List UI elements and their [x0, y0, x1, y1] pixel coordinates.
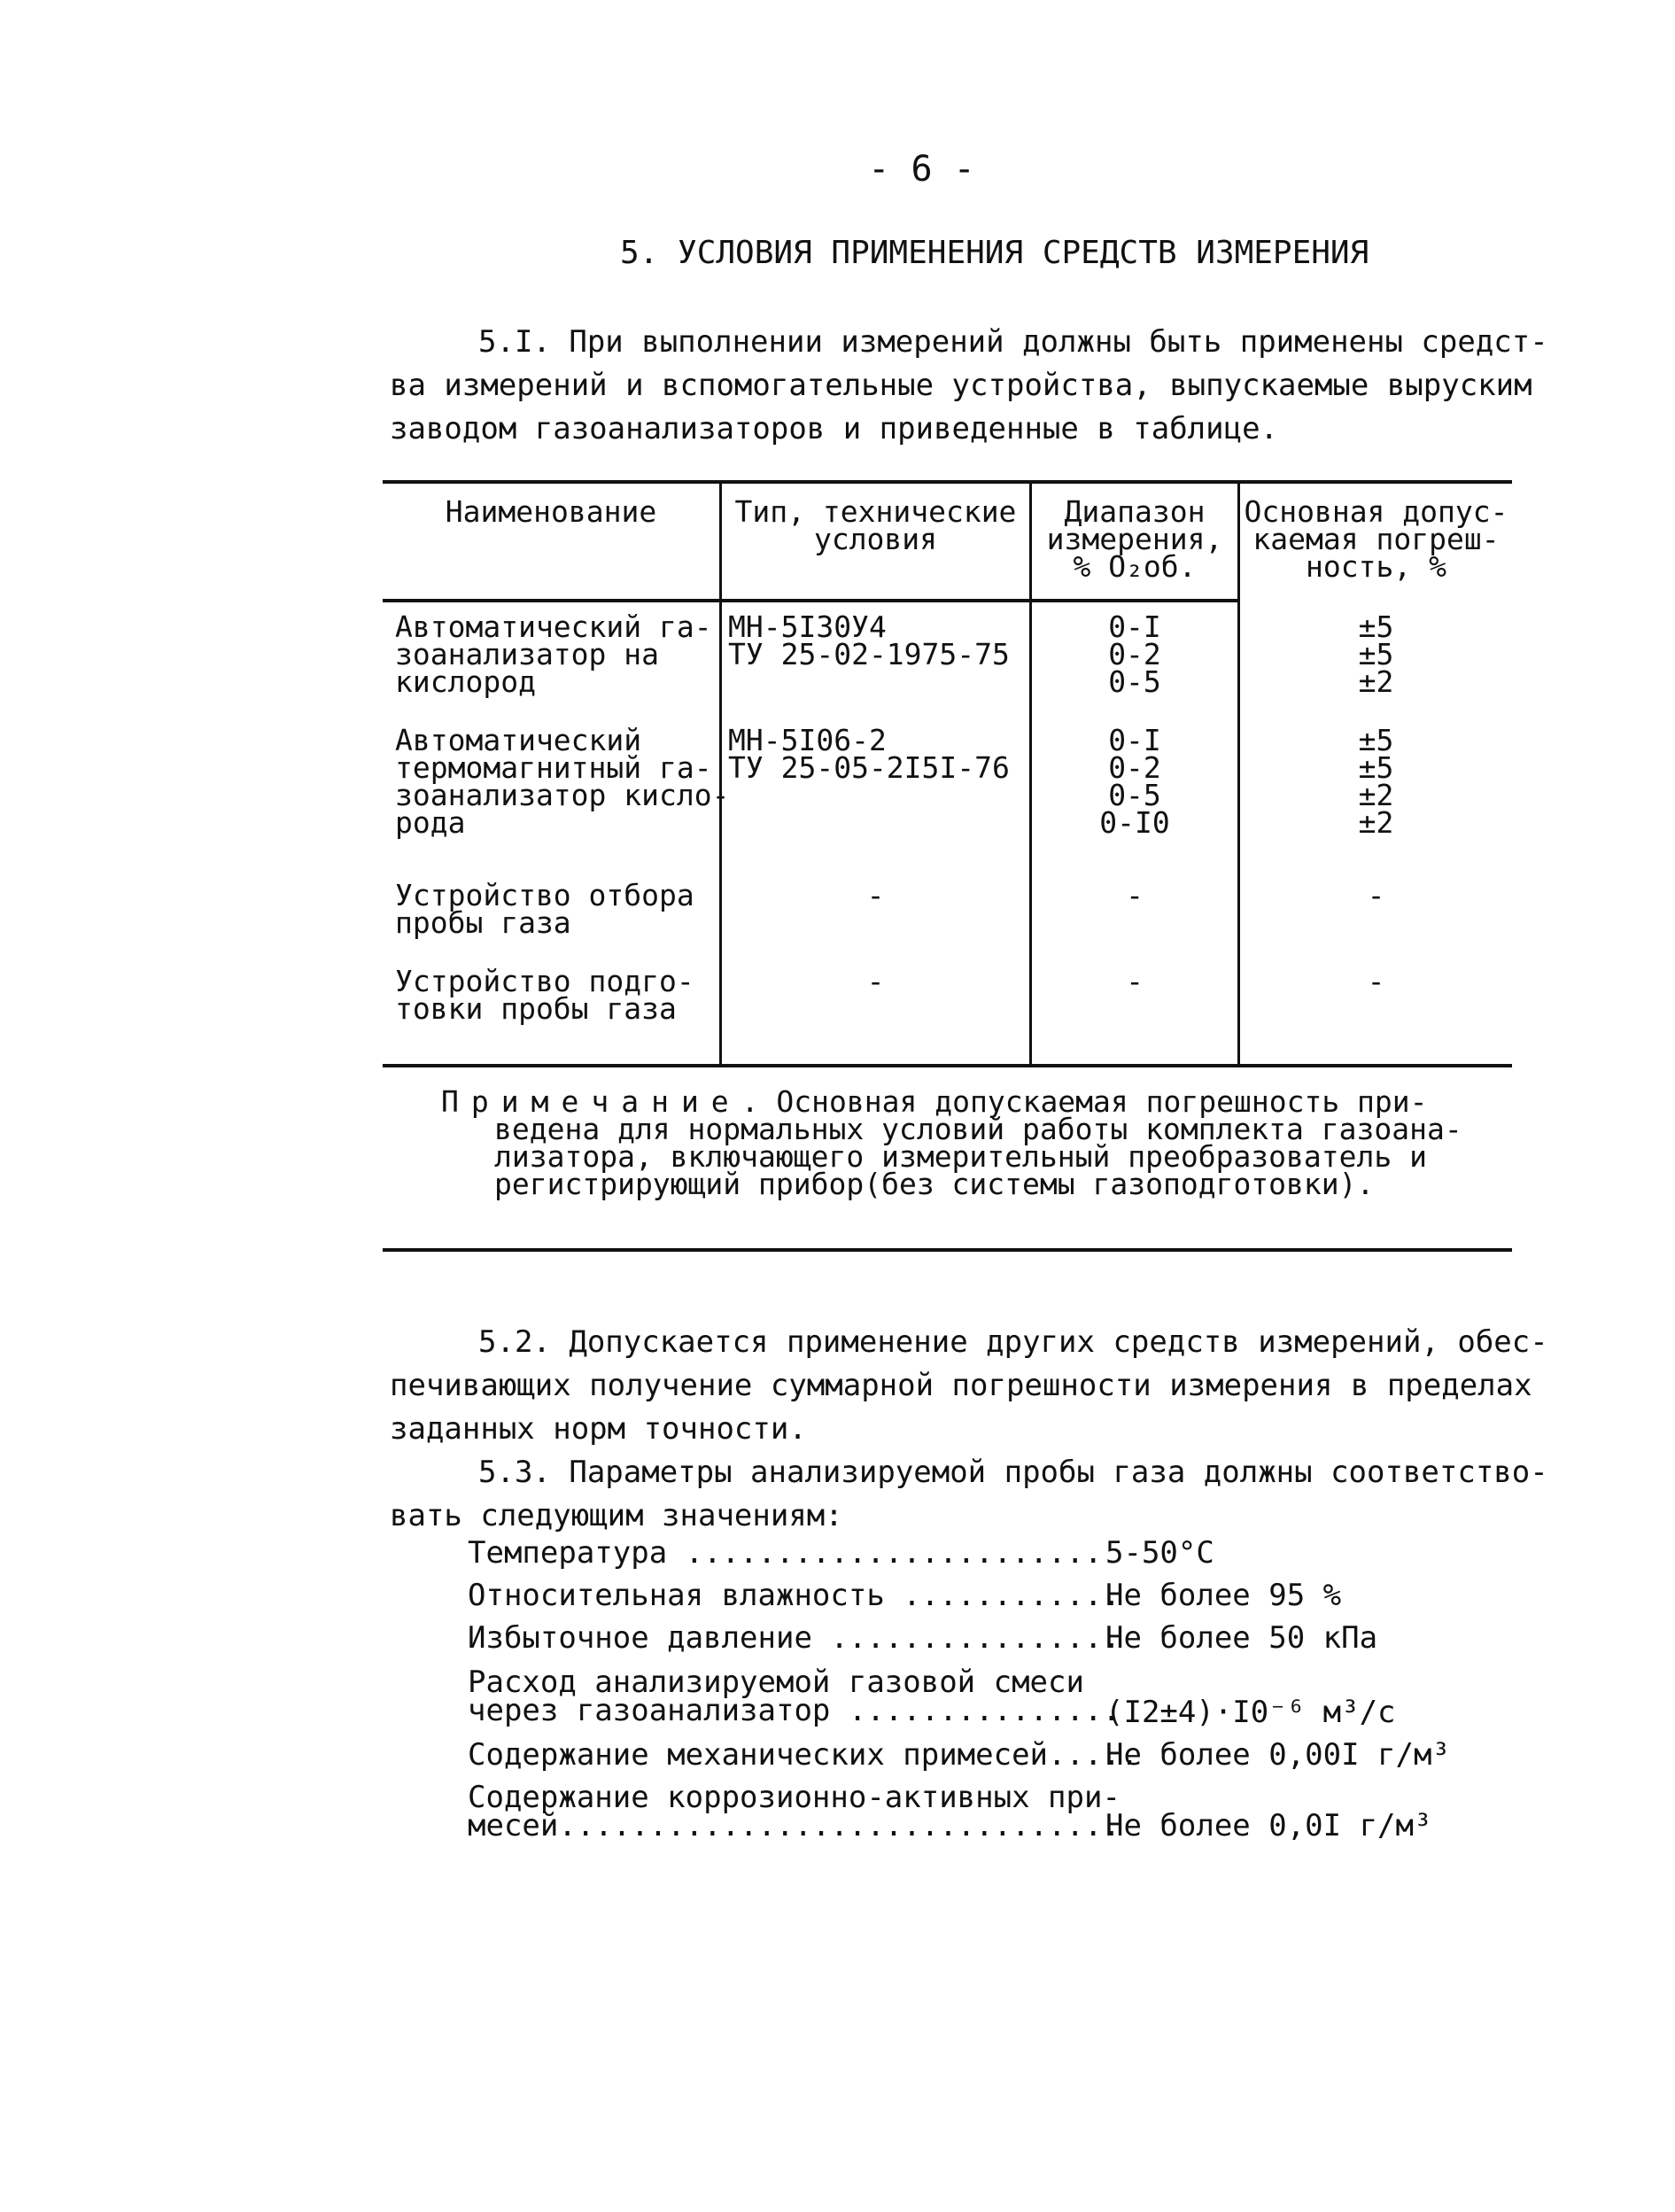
header-name: Наименование	[445, 494, 657, 529]
paragraph-5-1	[390, 321, 1548, 451]
parameter-value: (I2±4)·I0⁻⁶ м³/с	[1105, 1695, 1396, 1730]
table-header-rule	[383, 599, 1237, 602]
row-3-name: Устройство отбора пробы газа	[395, 878, 694, 940]
row-1-name: Автоматический га- зоанализатор на кислород	[395, 609, 712, 699]
row-2-type: МН-5I06-2 ТУ 25-05-2I5I-76	[728, 723, 1010, 785]
row-2-name: Автоматический термомагнитный га- зоанализатор кисло- рода	[395, 723, 730, 840]
paragraph-5-2	[390, 1321, 1548, 1451]
paragraph-line: печивающих получение суммарной погрешности измерения в пределах	[390, 1368, 1532, 1403]
header-range: Диапазон измерения, % O₂об.	[1046, 494, 1223, 584]
row-1-range: 0-I 0-2 0-5	[1108, 609, 1161, 699]
parameter-row: Расход анализируемой газовой смеси через газоанализатор ............... (I2±4)·I0⁻⁶ м³/с	[468, 1665, 1396, 1730]
row-2-range: 0-I 0-2 0-5 0-I0	[1099, 723, 1170, 840]
row-3-type: -	[866, 878, 885, 912]
row-4-range: -	[1126, 964, 1144, 998]
note-line: ведена для нормальных условий работы комплекта газоана-	[494, 1112, 1462, 1146]
row-4-name: Устройство подго- товки пробы газа	[395, 964, 694, 1026]
parameter-value: 5-50°С	[1105, 1535, 1214, 1571]
instruments-table	[383, 480, 1512, 1069]
section-heading: 5. УСЛОВИЯ ПРИМЕНЕНИЯ СРЕДСТВ ИЗМЕРЕНИЯ	[620, 235, 1369, 271]
note-line: . Основная допускаемая погрешность при-	[741, 1084, 1428, 1119]
parameter-row: Содержание коррозионно-активных при- месей............................... Не более 0,0I г/м³	[468, 1780, 1432, 1843]
page-number: - 6 -	[868, 149, 975, 190]
paragraph-5-3	[390, 1451, 1548, 1538]
note-line: регистрирующий прибор(без системы газоподготовки).	[494, 1167, 1375, 1201]
parameter-value: Не более 0,0I г/м³	[1105, 1808, 1432, 1843]
parameter-row: Относительная влажность ............ Не более 95 %	[468, 1578, 1342, 1613]
paragraph-line: ва измерений и вспомогательные устройства, выпускаемые выруским	[390, 368, 1532, 403]
row-1-error: ±5 ±5 ±2	[1358, 609, 1394, 699]
paragraph-line: вать следующим значениям:	[390, 1498, 843, 1533]
row-3-range: -	[1126, 878, 1144, 912]
parameter-row: Содержание механических примесей..... Не более 0,00I г/м³	[468, 1737, 1450, 1773]
parameter-value: Не более 50 кПа	[1105, 1620, 1378, 1656]
note-line: лизатора, включающего измерительный преобразователь и	[494, 1139, 1427, 1174]
paragraph-line: 5.2. Допускается применение других средств измерений, обес-	[478, 1324, 1548, 1360]
table-bottom-rule	[383, 1064, 1512, 1067]
note-bottom-rule	[383, 1248, 1512, 1252]
note-label: Примечание	[441, 1084, 741, 1119]
paragraph-line: заданных норм точности.	[390, 1411, 807, 1447]
header-error: Основная допус- каемая погреш- ность, %	[1244, 494, 1508, 584]
row-3-error: -	[1367, 878, 1385, 912]
parameter-value: Не более 95 %	[1105, 1578, 1342, 1613]
parameter-row: Избыточное давление ................ Не более 50 кПа	[468, 1620, 1378, 1656]
paragraph-line: заводом газоанализаторов и приведенные в таблице.	[390, 411, 1279, 446]
table-note	[441, 1084, 1462, 1201]
table-top-rule	[383, 480, 1512, 484]
paragraph-line: 5.3. Параметры анализируемой пробы газа должны соответство-	[478, 1455, 1548, 1490]
row-4-error: -	[1367, 964, 1385, 998]
row-1-type: МН-5I30У4 ТУ 25-02-1975-75	[728, 609, 1010, 671]
paragraph-line: 5.I. При выполнении измерений должны быть применены средст-	[478, 324, 1548, 360]
row-4-type: -	[866, 964, 885, 998]
parameter-row: Температура ....................... 5-50°С	[468, 1535, 1214, 1571]
header-type: Тип, технические условия	[734, 494, 1017, 556]
parameter-value: Не более 0,00I г/м³	[1105, 1737, 1450, 1773]
row-2-error: ±5 ±5 ±2 ±2	[1358, 723, 1394, 840]
